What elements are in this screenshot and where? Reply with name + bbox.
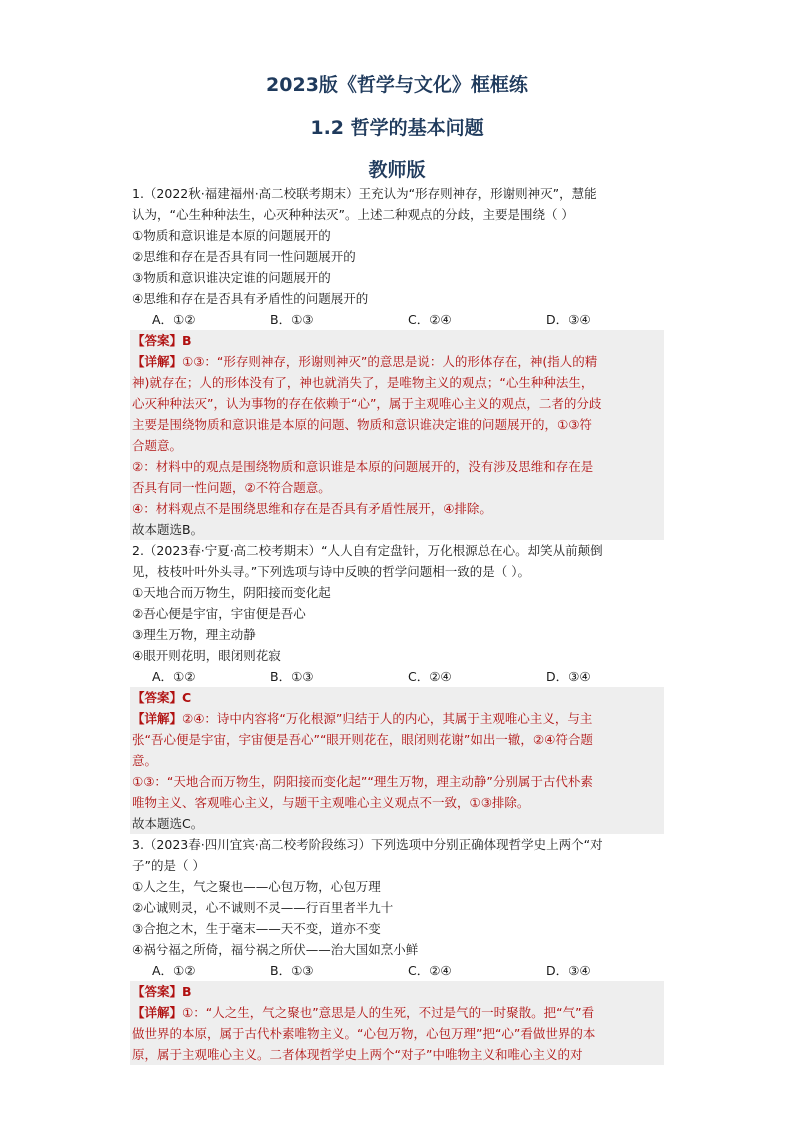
- question-stem-line: 见，枝枝叶叶外头寻。”下列选项与诗中反映的哲学问题相一致的是（ ）。: [132, 564, 530, 579]
- detail-label: 【详解】: [132, 354, 183, 369]
- section-title: 1.2 哲学的基本问题: [310, 117, 484, 139]
- option-a: A．①②: [152, 963, 196, 978]
- answer-label: 【答案】B: [132, 333, 192, 348]
- statement-item: ③合抱之木，生于毫末——天不变，道亦不变: [132, 921, 381, 936]
- question-stem-line: 认为，“心生种种法生，心灭种种法灭”。上述二种观点的分歧，主要是围绕（ ）: [132, 207, 574, 222]
- option-b: B．①③: [270, 312, 314, 327]
- option-c: C．②④: [408, 312, 452, 327]
- statement-item: ④祸兮福之所倚，福兮祸之所伏——治大国如烹小鲜: [132, 942, 419, 957]
- explanation-line: ①：“人之生，气之聚也”意思是人的生死，不过是气的一时聚散。把“气”看: [182, 1005, 595, 1020]
- answer-explanation-block: [130, 981, 664, 1065]
- option-a: A．①②: [152, 669, 196, 684]
- explanation-line: 否具有同一性问题，②不符合题意。: [132, 480, 331, 495]
- detail-label: 【详解】: [132, 711, 183, 726]
- answer-explanation-block: [130, 330, 664, 540]
- statement-item: ①人之生，气之聚也——心包万物，心包万理: [132, 879, 381, 894]
- conclusion-line: 故本题选B。: [132, 522, 204, 537]
- explanation-line: 心灭种种法灭”，认为事物的存在依赖于“心”，属于主观唯心主义的观点，二者的分歧: [132, 396, 602, 411]
- statement-item: ②心诚则灵，心不诚则不灵——行百里者半九十: [132, 900, 394, 915]
- statement-item: ③理生万物，理主动静: [132, 627, 256, 642]
- explanation-line: 合题意。: [132, 438, 183, 453]
- option-b: B．①③: [270, 963, 314, 978]
- detail-label: 【详解】: [132, 1005, 183, 1020]
- statement-item: ④思维和存在是否具有矛盾性的问题展开的: [132, 291, 369, 306]
- edition-label: 教师版: [368, 159, 426, 181]
- statement-item: ④眼开则花明，眼闭则花寂: [132, 648, 281, 663]
- statement-item: ①天地合而万物生，阴阳接而变化起: [132, 585, 331, 600]
- question-3: [132, 834, 662, 1065]
- question-2: [132, 540, 662, 834]
- document-title: 2023版《哲学与文化》框框练: [266, 74, 528, 96]
- statement-item: ②吾心便是宇宙，宇宙便是吾心: [132, 606, 306, 621]
- option-c: C．②④: [408, 963, 452, 978]
- explanation-line: ②：材料中的观点是围绕物质和意识谁是本原的问题展开的，没有涉及思维和存在是: [132, 459, 594, 474]
- explanation-line: ②④：诗中内容将“万化根源”归结于人的内心，其属于主观唯心主义，与主: [182, 711, 593, 726]
- questions-content: [132, 183, 662, 1065]
- statement-item: ③物质和意识谁决定谁的问题展开的: [132, 270, 331, 285]
- answer-explanation-block: [130, 687, 664, 834]
- explanation-line: 意。: [132, 753, 158, 768]
- answer-label: 【答案】C: [132, 690, 192, 705]
- explanation-line: 张“吾心便是宇宙，宇宙便是吾心”“眼开则花在，眼闭则花谢”如出一辙，②④符合题: [132, 732, 593, 747]
- answer-label: 【答案】B: [132, 984, 192, 999]
- option-b: B．①③: [270, 669, 314, 684]
- question-stem-line: 2.（2023春·宁夏·高二校考期末）“人人自有定盘针，万化根源总在心。却笑从前颠倒: [132, 543, 603, 558]
- question-stem-line: 1.（2022秋·福建福州·高二校联考期末）王充认为“形存则神存，形谢则神灭”，慧能: [132, 186, 597, 201]
- answer-options: [132, 960, 662, 981]
- answer-options: [132, 309, 662, 330]
- explanation-line: 神)就存在；人的形体没有了，神也就消失了，是唯物主义的观点；“心生种种法生，: [132, 375, 594, 390]
- statement-item: ①物质和意识谁是本原的问题展开的: [132, 228, 331, 243]
- option-d: D．③④: [546, 963, 591, 978]
- explanation-line: ④：材料观点不是围绕思维和存在是否具有矛盾性展开，④排除。: [132, 501, 492, 516]
- explanation-line: ①③：“形存则神存，形谢则神灭”的意思是说：人的形体存在，神(指人的精: [182, 354, 598, 369]
- explanation-line: 主要是围绕物质和意识谁是本原的问题、物质和意识谁决定谁的问题展开的，①③符: [132, 417, 592, 432]
- explanation-line: 原，属于主观唯心主义。二者体现哲学史上两个“对子”中唯物主义和唯心主义的对: [132, 1047, 583, 1062]
- option-d: D．③④: [546, 312, 591, 327]
- explanation-line: 唯物主义、客观唯心主义，与题干主观唯心主义观点不一致，①③排除。: [132, 795, 530, 810]
- option-a: A．①②: [152, 312, 196, 327]
- explanation-line: ①③：“天地合而万物生，阴阳接而变化起”“理生万物，理主动静”分别属于古代朴素: [132, 774, 593, 789]
- statement-item: ②思维和存在是否具有同一性问题展开的: [132, 249, 356, 264]
- option-c: C．②④: [408, 669, 452, 684]
- explanation-line: 做世界的本原，属于古代朴素唯物主义。“心包万物，心包万理”把“心”看做世界的本: [132, 1026, 596, 1041]
- conclusion-line: 故本题选C。: [132, 816, 204, 831]
- question-1: [132, 183, 662, 540]
- option-d: D．③④: [546, 669, 591, 684]
- question-stem-line: 3.（2023春·四川宜宾·高二校考阶段练习）下列选项中分别正确体现哲学史上两个“对: [132, 837, 603, 852]
- question-stem-line: 子”的是（ ）: [132, 858, 205, 873]
- answer-options: [132, 666, 662, 687]
